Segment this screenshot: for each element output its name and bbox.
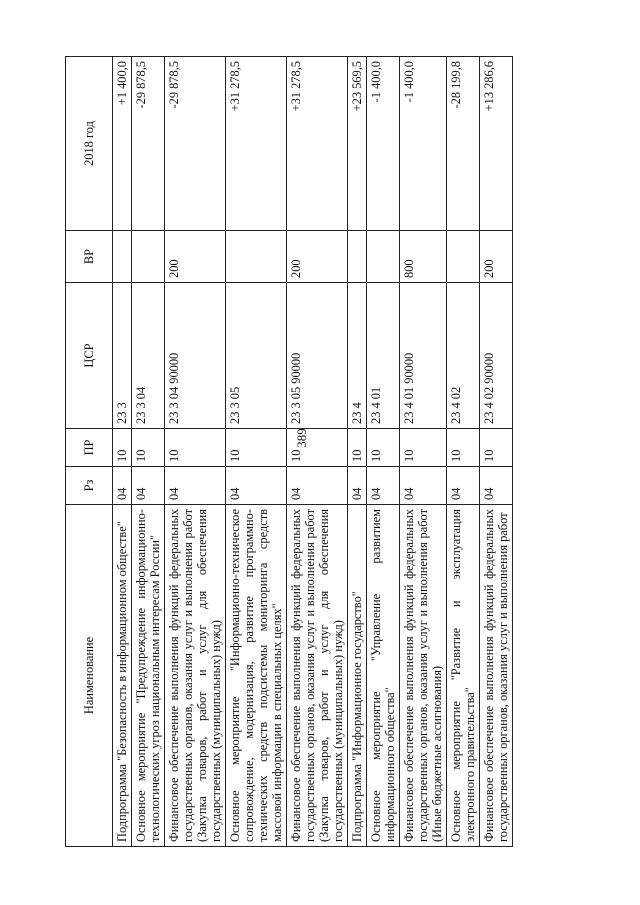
row-name: Основное мероприятие "Управление развитием информационного общества"	[367, 505, 400, 847]
table-row	[480, 57, 513, 847]
row-rz: 04	[400, 467, 447, 505]
row-vr: 800	[400, 231, 447, 283]
row-name: Основное мероприятие "Информационно-техническое сопровождение, модернизация, развитие программно-технических средств подсистемы мониторинга средств массовой информации в специальных целях"	[226, 505, 287, 847]
row-rz: 04	[447, 467, 480, 505]
row-name: Подпрограмма "Безопасность в информационном обществе"	[113, 505, 132, 847]
row-vr	[113, 231, 132, 283]
row-name: Финансовое обеспечение выполнения функций федеральных государственных органов, оказания услуг и выполнения работ (Закупка товаров, работ и услуг для обеспечения государственных (муниципальных) нужд)	[287, 505, 348, 847]
header-csr: ЦСР	[66, 283, 113, 429]
header-vr: ВР	[66, 231, 113, 283]
row-pr: 10	[480, 429, 513, 467]
row-value: -29 878,5	[132, 57, 165, 231]
row-pr: 10	[367, 429, 400, 467]
row-pr: 10	[165, 429, 226, 467]
row-csr: 23 3 05	[226, 283, 287, 429]
row-pr: 10	[132, 429, 165, 467]
row-rz: 04	[226, 467, 287, 505]
row-pr: 10	[447, 429, 480, 467]
row-value: +31 278,5	[287, 57, 348, 231]
row-rz: 04	[165, 467, 226, 505]
rotated-budget-table-wrapper	[65, 57, 595, 847]
row-pr: 10	[400, 429, 447, 467]
row-value: -1 400,0	[367, 57, 400, 231]
row-vr	[447, 231, 480, 283]
row-name: Финансовое обеспечение выполнения функций федеральных государственных органов, оказания услуг и выполнения работ (Закупка товаров, работ и услуг для обеспечения государственных (муниципальных) нужд)	[165, 505, 226, 847]
table-row	[348, 57, 367, 847]
row-name: Основное мероприятие "Предупреждение информационно-технологических угроз национальным интересам России"	[132, 505, 165, 847]
row-name: Основное мероприятие "Развитие и эксплуатация электронного правительства"	[447, 505, 480, 847]
row-csr: 23 4 02 90000	[480, 283, 513, 429]
row-value: -28 199,8	[447, 57, 480, 231]
row-vr	[132, 231, 165, 283]
row-value: -1 400,0	[400, 57, 447, 231]
row-csr: 23 3 05 90000	[287, 283, 348, 429]
table-row	[226, 57, 287, 847]
header-rz: Рз	[66, 467, 113, 505]
table-row	[113, 57, 132, 847]
row-vr: 200	[480, 231, 513, 283]
row-value: +13 286,6	[480, 57, 513, 231]
page-number: 389	[293, 428, 309, 448]
table-body	[113, 57, 513, 847]
row-csr: 23 4 01 90000	[400, 283, 447, 429]
row-name: Финансовое обеспечение выполнения функций федеральных государственных органов, оказания услуг и выполнения работ	[480, 505, 513, 847]
row-value: +23 569,5	[348, 57, 367, 231]
row-pr: 10	[287, 429, 348, 467]
header-pr: ПР	[66, 429, 113, 467]
table-row	[400, 57, 447, 847]
table-row	[132, 57, 165, 847]
header-name: Наименование	[66, 505, 113, 847]
row-vr: 200	[165, 231, 226, 283]
row-name: Финансовое обеспечение выполнения функций федеральных государственных органов, оказания услуг и выполнения работ (Иные бюджетные ассигнования)	[400, 505, 447, 847]
row-pr: 10	[226, 429, 287, 467]
row-pr: 10	[348, 429, 367, 467]
row-rz: 04	[113, 467, 132, 505]
budget-table	[65, 56, 513, 847]
row-value: -29 878,5	[165, 57, 226, 231]
row-rz: 04	[480, 467, 513, 505]
row-rz: 04	[367, 467, 400, 505]
row-pr: 10	[113, 429, 132, 467]
table-row	[447, 57, 480, 847]
row-csr: 23 3	[113, 283, 132, 429]
row-csr: 23 4 02	[447, 283, 480, 429]
row-rz: 04	[287, 467, 348, 505]
row-csr: 23 3 04	[132, 283, 165, 429]
row-csr: 23 4 01	[367, 283, 400, 429]
row-name: Подпрограмма "Информационное государство"	[348, 505, 367, 847]
table-row	[367, 57, 400, 847]
table-row	[287, 57, 348, 847]
row-value: +31 278,5	[226, 57, 287, 231]
header-year: 2018 год	[66, 57, 113, 231]
table-header-row	[66, 57, 113, 847]
row-rz: 04	[348, 467, 367, 505]
row-value: +1 400,0	[113, 57, 132, 231]
row-csr: 23 4	[348, 283, 367, 429]
table-row	[165, 57, 226, 847]
row-csr: 23 3 04 90000	[165, 283, 226, 429]
row-vr	[367, 231, 400, 283]
row-vr	[348, 231, 367, 283]
row-rz: 04	[132, 467, 165, 505]
row-vr: 200	[287, 231, 348, 283]
row-vr	[226, 231, 287, 283]
